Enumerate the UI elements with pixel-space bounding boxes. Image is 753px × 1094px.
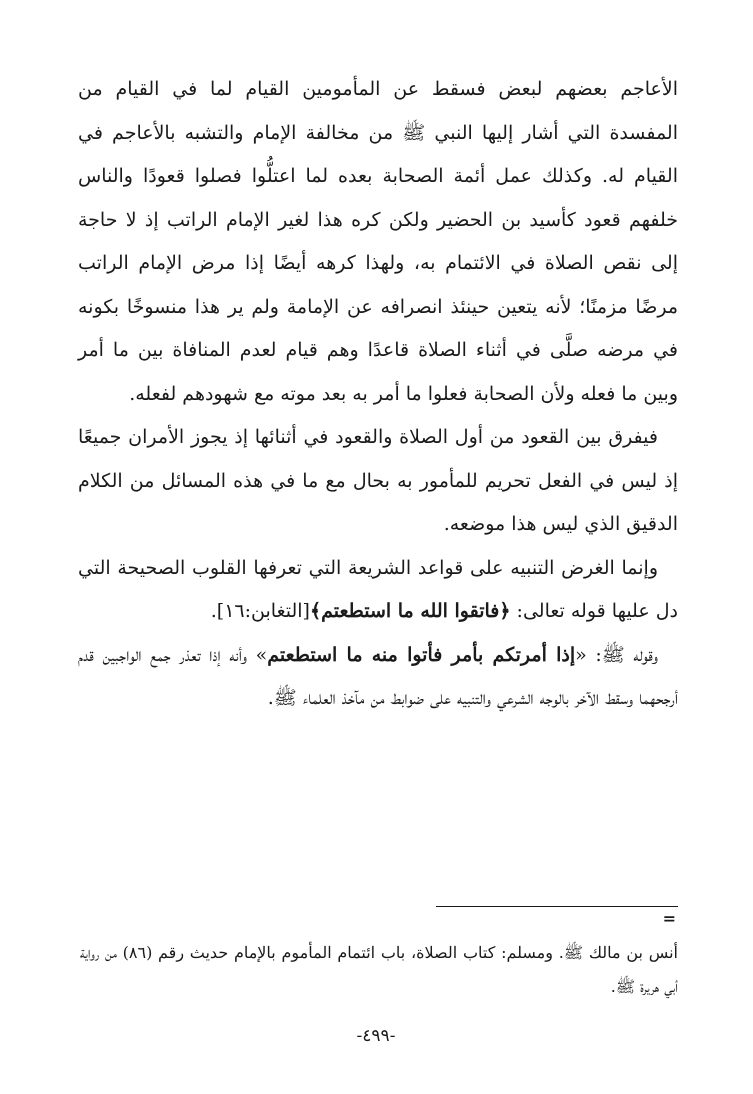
quran-verse: ﴿فاتقوا الله ما استطعتم﴾: [309, 600, 511, 622]
paragraph-4: [78, 634, 678, 721]
footnote-continuation-marker: =: [662, 909, 676, 928]
paragraph-4-lead: وقوله ﷺ: «: [575, 643, 658, 666]
paragraph-3: [78, 547, 678, 634]
footnote: [80, 936, 678, 1004]
page-number: -٤٩٩-: [356, 1026, 396, 1046]
footnote-divider: [436, 906, 678, 907]
main-text: [78, 68, 678, 721]
paragraph-2: فيفرق بين القعود من أول الصلاة والقعود في أثنائها إذ يجوز الأمران جميعًا إذ ليس في الفعل تحريم للمأمور به بحال مع ما في هذه المسائل من الكلام الدقيق الذي ليس هذا موضعه.: [78, 426, 678, 535]
quran-citation: [التغابن:١٦].: [210, 600, 310, 622]
paragraph-1: الأعاجم بعضهم لبعض فسقط عن المأمومين القيام لما في القيام من المفسدة التي أشار إليها النبي ﷺ من مخالفة الإمام والتشبه بالأعاجم في القيام له. وكذلك عمل أئمة الصحابة بعده لما اعتلُّوا فصلوا قعودًا والناس خلفهم قعود كأسيد بن الحضير ولكن كره هذا لغير الإمام الراتب إذ لا حاجة إلى نقص الصلاة في الائتمام به، ولهذا كرهه أيضًا إذا مرض الإمام الراتب مرضًا مزمنًا؛ لأنه يتعين حينئذ انصرافه عن الإمامة ولم ير هذا منسوخًا بكونه في مرضه صلَّى في أثناء الصلاة قاعدًا وهم قيام لعدم المنافاة بين ما أمر وبين ما فعله ولأن الصحابة فعلوا ما أمر به بعد موته مع شهودهم لفعله.: [78, 78, 678, 405]
footnote-text: أنس بن مالك ﷺ. ومسلم: كتاب الصلاة، باب ائتمام المأموم بالإمام حديث رقم (٨٦) من رواية أبي هريرة ﷺ.: [80, 943, 678, 996]
paragraph-4-tail: » وأنه إذا تعذر جمع الواجبين قدم أرجحهما وسقط الآخر بالوجه الشرعي والتنبيه على ضوابط من مآخذ العلماء ﷺ.: [78, 643, 678, 709]
hadith-quote: إذا أمرتكم بأمر فأتوا منه ما استطعتم: [267, 643, 576, 666]
paragraph-3-lead: وإنما الغرض التنبيه على قواعد الشريعة التي تعرفها القلوب الصحيحة التي دل عليها قوله تعالى:: [78, 556, 678, 622]
